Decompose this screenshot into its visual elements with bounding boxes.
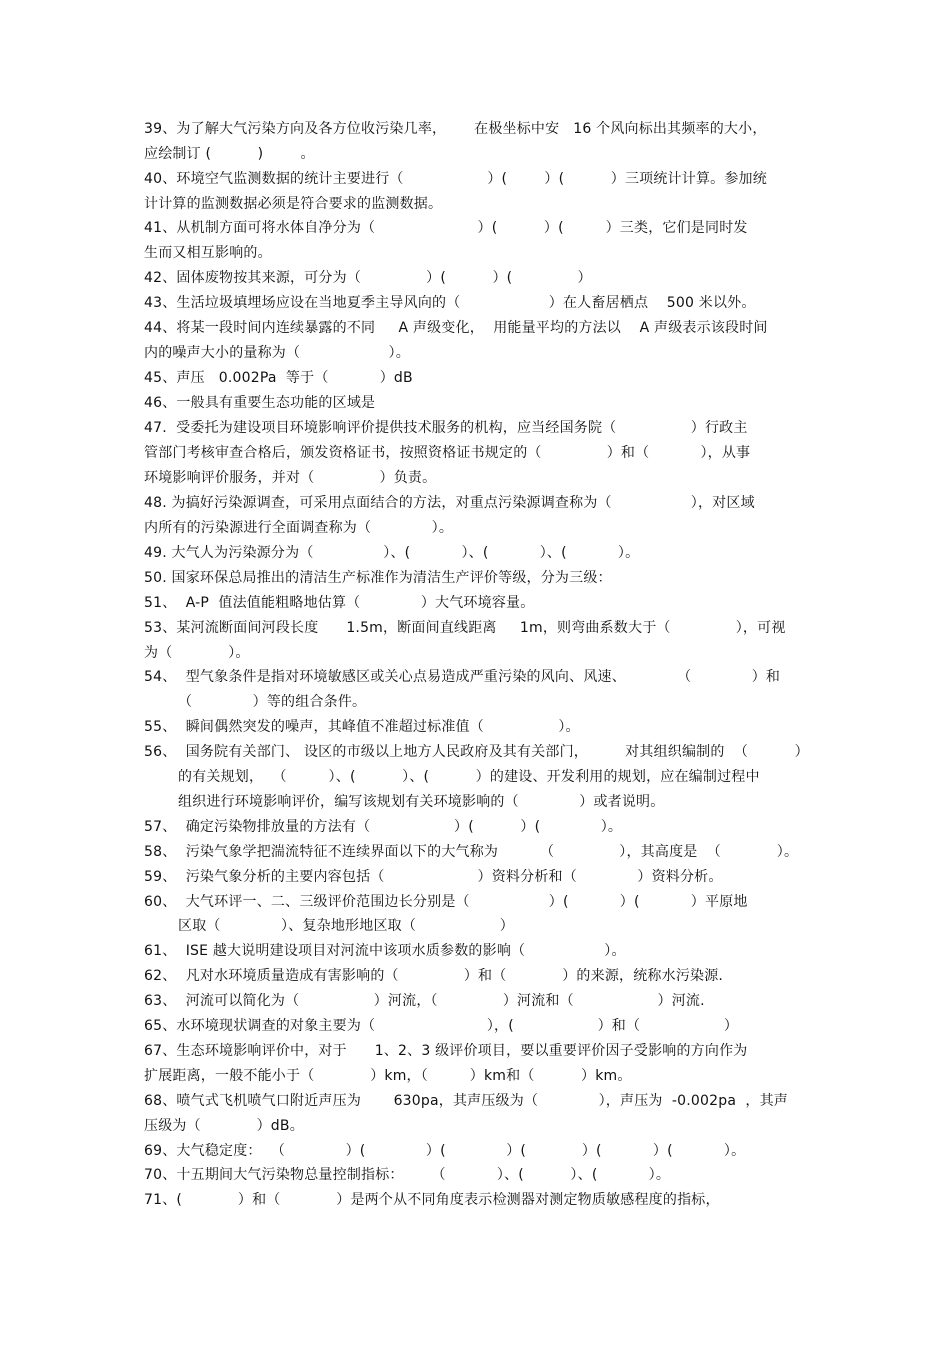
question-71-line: 71、( ）和（ ）是两个从不同角度表示检测器对测定物质敏感程度的指标， — [144, 1192, 720, 1208]
question-56-line-1: 56、 国务院有关部门、 设区的市级以上地方人民政府及其有关部门， 对其组织编制的 （ ） — [144, 744, 809, 760]
question-40-line-2: 计计算的监测数据必须是符合要求的监测数据。 — [144, 196, 443, 212]
question-45-line: 45、声压 0.002Pa 等于（ ）dB — [144, 370, 413, 386]
question-40-line-1: 40、环境空气监测数据的统计主要进行（ ）( ）( ）三项统计计算。参加统 — [144, 171, 767, 187]
question-55-line: 55、 瞬间偶然突发的噪声，其峰值不准超过标准值（ ）。 — [144, 719, 580, 735]
question-53-line-1: 53、某河流断面间河段长度 1.5m，断面间直线距离 1m，则弯曲系数大于（ ），可视 — [144, 620, 786, 636]
question-41-line-2: 生而又相互影响的。 — [144, 245, 272, 261]
question-44-line-2: 内的噪声大小的量称为（ ）。 — [144, 345, 410, 361]
question-48-line-2: 内所有的污染源进行全面调查称为（ ）。 — [144, 520, 454, 536]
question-60-line-2: 区取（ ）、复杂地形地区取（ ） — [178, 918, 514, 934]
question-51-line: 51、 A-P 值法值能粗略地估算（ ）大气环境容量。 — [144, 595, 535, 611]
question-68-line-2: 压级为（ ）dB。 — [144, 1118, 304, 1134]
question-44-line-1: 44、将某一段时间内连续暴露的不同 A 声级变化， 用能量平均的方法以 A 声级表示该段时间 — [144, 320, 768, 336]
question-47-line-2: 管部门考核审查合格后，颁发资格证书，按照资格证书规定的（ ）和（ ），从事 — [144, 445, 751, 461]
question-61-line: 61、 ISE 越大说明建设项目对河流中该项水质参数的影响（ ）。 — [144, 943, 626, 959]
question-42-line: 42、固体废物按其来源，可分为（ ）( ）( ） — [144, 270, 592, 286]
question-70-line: 70、十五期间大气污染物总量控制指标： （ ）、( ）、( ）。 — [144, 1167, 671, 1183]
question-57-line: 57、 确定污染物排放量的方法有（ ）( ）( ）。 — [144, 819, 623, 835]
question-39-line-1: 39、为了解大气污染方向及各方位收污染几率， 在极坐标中安 16 个风向标出其频率的大小， — [144, 121, 767, 137]
question-54-line-1: 54、 型气象条件是指对环境敏感区或关心点易造成严重污染的风向、风速、 （ ）和 — [144, 669, 781, 685]
question-56-line-2: 的有关规划， （ ）、( ）、( ）的建设、开发利用的规划，应在编制过程中 — [178, 769, 760, 785]
question-53-line-2: 为（ ）。 — [144, 645, 250, 661]
question-62-line: 62、 凡对水环境质量造成有害影响的（ ）和（ ）的来源，统称水污染源. — [144, 968, 724, 984]
question-56-line-3: 组织进行环境影响评价，编写该规划有关环境影响的（ ）或者说明。 — [178, 794, 665, 810]
question-47-line-1: 47. 受委托为建设项目环境影响评价提供技术服务的机构，应当经国务院（ ）行政主 — [144, 420, 748, 436]
question-54-line-2: （ ）等的组合条件。 — [178, 694, 367, 710]
question-63-line: 63、 河流可以简化为（ ）河流，（ ）河流和（ ）河流. — [144, 993, 705, 1009]
question-48-line-1: 48. 为搞好污染源调查，可采用点面结合的方法，对重点污染源调查称为（ ），对区域 — [144, 495, 755, 511]
question-60-line-1: 60、 大气环评一、二、三级评价范围边长分别是（ ）( ）( ）平原地 — [144, 894, 748, 910]
question-39-line-2: 应绘制订 ( ) 。 — [144, 146, 315, 162]
question-46-line: 46、一般具有重要生态功能的区域是 — [144, 395, 376, 411]
question-47-line-3: 环境影响评价服务，并对（ ）负责。 — [144, 470, 437, 486]
question-59-line: 59、 污染气象分析的主要内容包括（ ）资料分析和（ ）资料分析。 — [144, 869, 723, 885]
question-67-line-1: 67、生态环境影响评价中，对于 1、2、3 级评价项目，要以重要评价因子受影响的方向作为 — [144, 1043, 748, 1059]
question-58-line: 58、 污染气象学把湍流特征不连续界面以下的大气称为 （ ），其高度是 （ ）。 — [144, 844, 799, 860]
question-50-line: 50. 国家环保总局推出的清洁生产标准作为清洁生产评价等级，分为三级： — [144, 570, 612, 586]
question-49-line: 49. 大气人为污染源分为（ ）、( ）、( ）、( ）。 — [144, 545, 640, 561]
question-41-line-1: 41、从机制方面可将水体自净分为（ ）( ）( ）三类，它们是同时发 — [144, 220, 748, 236]
question-65-line: 65、水环境现状调查的对象主要为（ ），( ）和（ ） — [144, 1018, 739, 1034]
question-69-line: 69、大气稳定度： （ ）( ）( ）( ）( ）( ）。 — [144, 1143, 746, 1159]
question-67-line-2: 扩展距离，一般不能小于（ ）km，（ ）km和（ ）km。 — [144, 1068, 632, 1084]
question-43-line: 43、生活垃圾填埋场应设在当地夏季主导风向的（ ）在人畜居栖点 500 米以外。 — [144, 295, 756, 311]
question-68-line-1: 68、喷气式飞机喷气口附近声压为 630pa，其声压级为（ ），声压为 -0.002pa ，其声 — [144, 1093, 789, 1109]
